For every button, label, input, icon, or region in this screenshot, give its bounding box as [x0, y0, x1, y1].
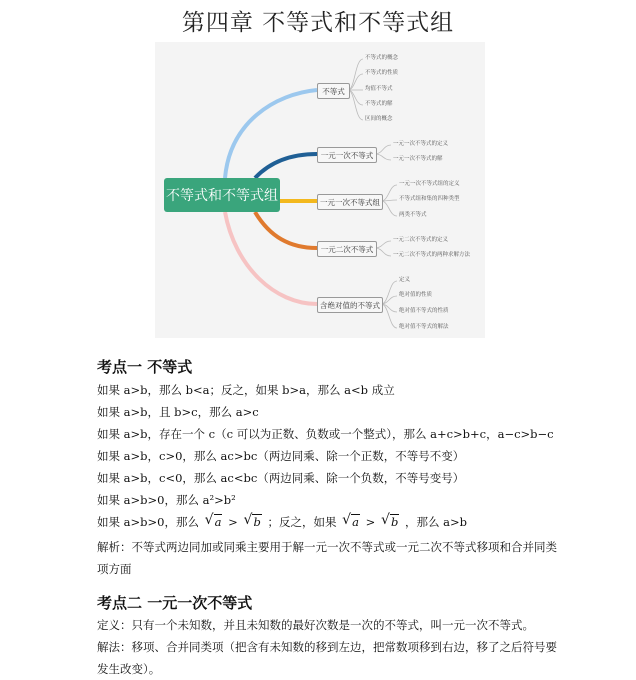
branch-line-5 — [225, 212, 317, 304]
branch-line-4 — [255, 212, 317, 248]
mind-map-branch-absolute: 含绝对值的不等式 — [317, 297, 383, 313]
mind-map-branch-linear: 一元一次不等式 — [317, 147, 377, 163]
mind-map-leaf: 不等式组和集的四种类型 — [399, 196, 460, 202]
page-title: 第四章 不等式和不等式组 — [181, 10, 455, 36]
branch-line-2 — [255, 154, 317, 178]
mind-map-branch-inequality: 不等式 — [317, 83, 350, 99]
rule-line: 如果 a>b，且 b>c，那么 a>c — [97, 405, 259, 419]
sqrt-suffix: ，那么 a>b — [404, 515, 467, 529]
sqrt-rule-line — [97, 514, 467, 530]
mind-map-leaf: 一元一次不等式的解 — [393, 156, 443, 162]
method-paragraph: 解法：移项、合并同类项（把含有未知数的移到左边，把常数项移到右边，移了之后符号要发生改变）。 — [97, 640, 557, 676]
rule-line: 如果 a>b，存在一个 c（c 可以为正数、负数或一个整式），那么 a+c>b+c，a−c>b−c — [97, 427, 554, 441]
greater-than-2: > — [361, 515, 379, 529]
mind-map-leaf: 均值不等式 — [365, 86, 393, 92]
analysis-paragraph: 解析：不等式两边同加或同乘主要用于解一元一次不等式或一元二次不等式移项和合并同类项方面 — [97, 540, 557, 576]
rule-line: 如果 a>b，c<0，那么 ac<bc（两边同乘、除一个负数，不等号变号） — [97, 471, 465, 485]
mind-map-branch-linear-system: 一元一次不等式组 — [317, 194, 383, 210]
mind-map-leaf: 不等式的概念 — [365, 55, 399, 61]
greater-than: > — [224, 515, 242, 529]
mind-map-leaf: 定义 — [399, 277, 411, 283]
rule-line: 如果 a>b>0，那么 a²>b² — [97, 493, 236, 507]
sqrt-b-2: √ b — [381, 515, 399, 529]
mind-map-leaf: 不等式的解 — [365, 101, 393, 107]
definition-paragraph: 定义：只有一个未知数，并且未知数的最好次数是一次的不等式，叫一元一次不等式。 — [97, 618, 534, 632]
mind-map-leaf: 两类不等式 — [399, 212, 427, 218]
sqrt-a-2: √ a — [342, 515, 360, 529]
mind-map-leaf: 绝对值不等式的解法 — [399, 324, 449, 330]
mind-map-leaf: 一元一次不等式组的定义 — [399, 181, 460, 187]
section-heading-2: 考点二 一元一次不等式 — [97, 594, 253, 612]
mind-map-leaf: 一元二次不等式的定义 — [393, 237, 449, 243]
mind-map-figure — [155, 42, 485, 338]
mind-map-leaf: 不等式的性质 — [365, 70, 399, 76]
mind-map-leaf: 一元一次不等式的定义 — [393, 141, 449, 147]
mind-map-leaf: 一元二次不等式的两种求解方法 — [393, 252, 471, 258]
rule-line: 如果 a>b，c>0，那么 ac>bc（两边同乘、除一个正数，不等号不变） — [97, 449, 465, 463]
section-heading-1: 考点一 不等式 — [97, 358, 193, 376]
sqrt-prefix: 如果 a>b>0，那么 — [97, 515, 199, 529]
mind-map-leaf: 绝对值不等式的性质 — [399, 308, 449, 314]
sqrt-a: √ a — [205, 515, 223, 529]
mind-map-leaf: 区间的概念 — [365, 116, 393, 122]
rule-line: 如果 a>b，那么 b<a；反之，如果 b>a，那么 a<b 成立 — [97, 383, 395, 397]
sqrt-middle: ；反之，如果 — [267, 515, 337, 529]
mind-map-leaf: 绝对值的性质 — [399, 292, 433, 298]
mind-map-root: 不等式和不等式组 — [164, 178, 280, 212]
sqrt-b: √ b — [243, 515, 261, 529]
mind-map-branch-quadratic: 一元二次不等式 — [317, 241, 377, 257]
